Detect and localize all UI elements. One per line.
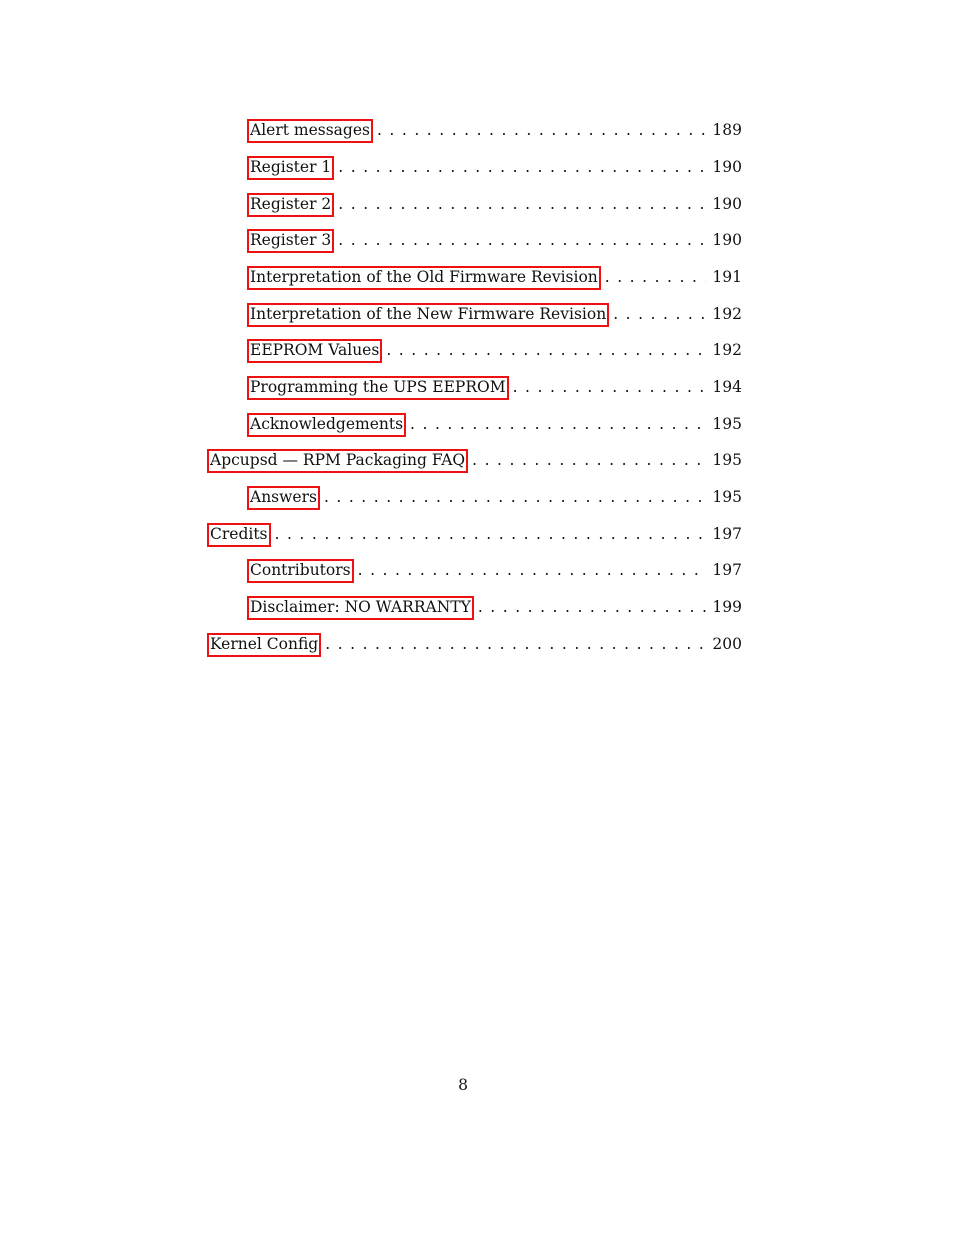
toc-page-number: 195 xyxy=(712,488,742,507)
dot-leader xyxy=(478,600,707,616)
toc-entry xyxy=(0,229,954,253)
toc-link[interactable]: Contributors xyxy=(247,559,354,583)
toc-page-number: 199 xyxy=(712,598,742,617)
toc-page-number: 194 xyxy=(712,378,742,397)
page-number: 8 xyxy=(458,1076,468,1094)
dot-leader xyxy=(605,270,707,286)
dot-leader xyxy=(338,233,706,249)
toc-entry xyxy=(0,193,954,217)
dot-leader xyxy=(513,380,707,396)
toc-page-number: 192 xyxy=(712,305,742,324)
dot-leader xyxy=(472,453,706,469)
toc-link[interactable]: Credits xyxy=(207,523,271,547)
toc-entry xyxy=(0,559,954,583)
toc-entry xyxy=(0,339,954,363)
dot-leader xyxy=(325,637,706,653)
dot-leader xyxy=(410,417,706,433)
toc-page-number: 189 xyxy=(712,121,742,140)
dot-leader xyxy=(386,343,706,359)
toc-link[interactable]: Register 3 xyxy=(247,229,334,253)
dot-leader xyxy=(324,490,706,506)
toc-link[interactable]: EEPROM Values xyxy=(247,339,382,363)
toc-link[interactable]: Interpretation of the Old Firmware Revision xyxy=(247,266,601,290)
toc-link[interactable]: Register 2 xyxy=(247,193,334,217)
dot-leader xyxy=(338,197,706,213)
toc-page-number: 192 xyxy=(712,341,742,360)
toc-page-number: 195 xyxy=(712,451,742,470)
dot-leader xyxy=(613,307,706,323)
toc-page-number: 197 xyxy=(712,561,742,580)
toc-page-number: 190 xyxy=(712,195,742,214)
toc-page-number: 191 xyxy=(712,268,742,287)
toc-page-number: 197 xyxy=(712,525,742,544)
toc-entry xyxy=(0,523,954,547)
toc-link[interactable]: Acknowledgements xyxy=(247,413,406,437)
toc-link[interactable]: Interpretation of the New Firmware Revision xyxy=(247,303,609,327)
toc-entry xyxy=(0,449,954,473)
dot-leader xyxy=(358,563,707,579)
toc-page-number: 190 xyxy=(712,231,742,250)
dot-leader xyxy=(338,160,706,176)
toc-entry xyxy=(0,486,954,510)
toc-link[interactable]: Register 1 xyxy=(247,156,334,180)
dot-leader xyxy=(377,123,706,139)
toc-link[interactable]: Apcupsd — RPM Packaging FAQ xyxy=(207,449,468,473)
toc-link[interactable]: Answers xyxy=(247,486,320,510)
toc-link[interactable]: Kernel Config xyxy=(207,633,321,657)
toc-page-number: 200 xyxy=(712,635,742,654)
toc-entry xyxy=(0,303,954,327)
toc-link[interactable]: Programming the UPS EEPROM xyxy=(247,376,509,400)
dot-leader xyxy=(275,527,707,543)
toc-entry xyxy=(0,119,954,143)
toc-entry xyxy=(0,633,954,657)
toc-entry xyxy=(0,596,954,620)
toc-entry xyxy=(0,413,954,437)
toc-entry xyxy=(0,156,954,180)
toc-entry xyxy=(0,376,954,400)
toc-page-number: 195 xyxy=(712,415,742,434)
toc-entry xyxy=(0,266,954,290)
toc-link[interactable]: Alert messages xyxy=(247,119,373,143)
toc-page-number: 190 xyxy=(712,158,742,177)
toc-link[interactable]: Disclaimer: NO WARRANTY xyxy=(247,596,474,620)
